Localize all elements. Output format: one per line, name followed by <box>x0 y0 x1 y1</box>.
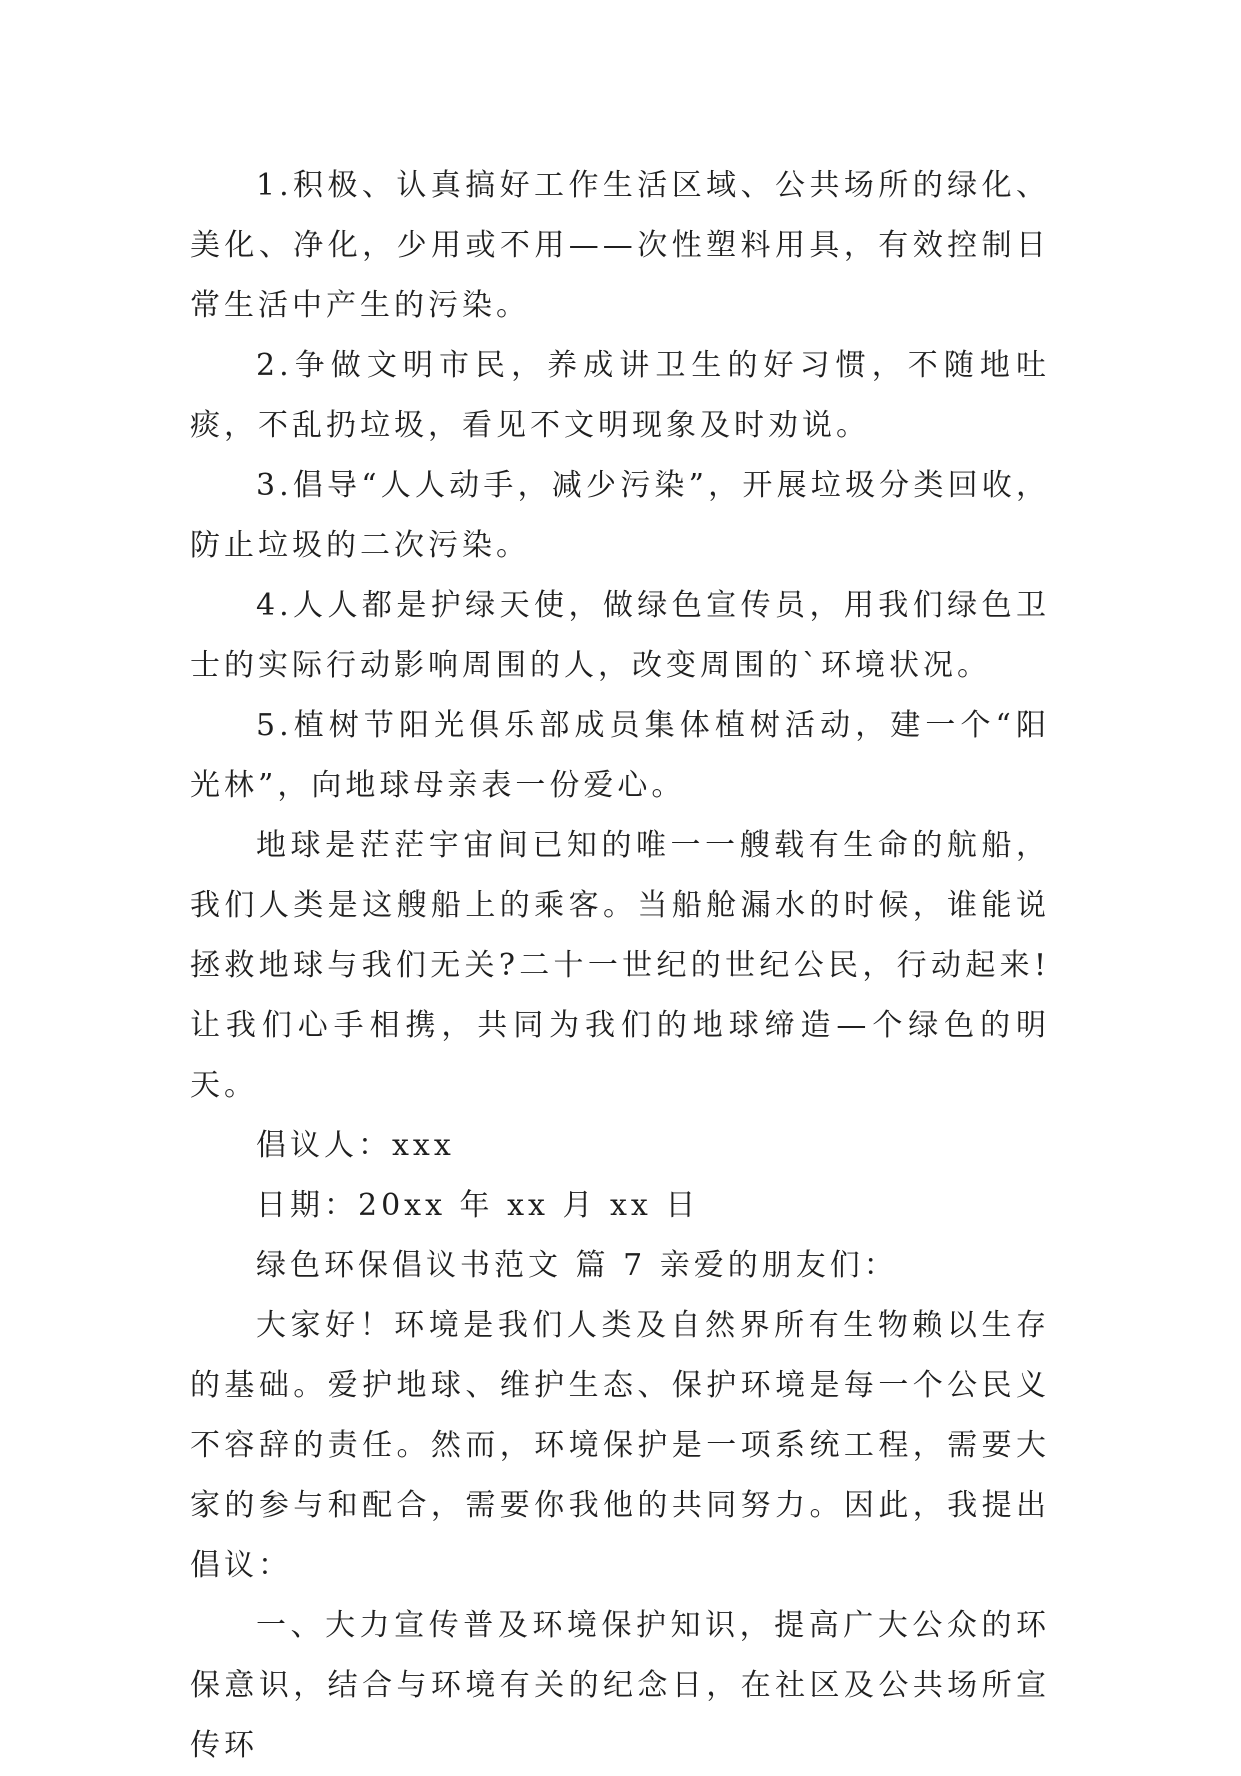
document-body <box>190 156 1050 1776</box>
paragraph-item-5: 5.植树节阳光俱乐部成员集体植树活动，建一个“阳光林”，向地球母亲表一份爱心。 <box>190 708 1050 803</box>
paragraph-item-3: 3.倡导“人人动手，减少污染”，开展垃圾分类回收，防止垃圾的二次污染。 <box>190 468 1050 563</box>
paragraph-earth-appeal: 地球是茫茫宇宙间已知的唯一一艘载有生命的航船，我们人类是这艘船上的乘客。当船舱漏水的时候，谁能说拯救地球与我们无关?二十一世纪的世纪公民，行动起来!让我们心手相携，共同为我们的地球缔造—个绿色的明天。 <box>190 828 1050 1103</box>
paragraph-item-1: 1.积极、认真搞好工作生活区域、公共场所的绿化、美化、净化，少用或不用——次性塑料用具，有效控制日常生活中产生的污染。 <box>190 168 1050 323</box>
paragraph-item-4: 4.人人都是护绿天使，做绿色宣传员，用我们绿色卫士的实际行动影响周围的人，改变周围的`环境状况。 <box>190 588 1050 683</box>
paragraph-greeting: 大家好！环境是我们人类及自然界所有生物赖以生存的基础。爱护地球、维护生态、保护环境是每一个公民义不容辞的责任。然而，环境保护是一项系统工程，需要大家的参与和配合，需要你我他的共同努力。因此，我提出倡议： <box>190 1308 1050 1583</box>
section-title-line: 绿色环保倡议书范文 篇 7 亲爱的朋友们： <box>256 1248 898 1283</box>
date-line: 日期：20xx 年 xx 月 xx 日 <box>256 1188 700 1223</box>
initiator-line: 倡议人：xxx <box>256 1128 455 1163</box>
paragraph-item-first: 一、大力宣传普及环境保护知识，提高广大公众的环保意识，结合与环境有关的纪念日，在社区及公共场所宣传环 <box>190 1608 1050 1763</box>
paragraph-item-2: 2.争做文明市民，养成讲卫生的好习惯，不随地吐痰，不乱扔垃圾，看见不文明现象及时劝说。 <box>190 348 1050 443</box>
